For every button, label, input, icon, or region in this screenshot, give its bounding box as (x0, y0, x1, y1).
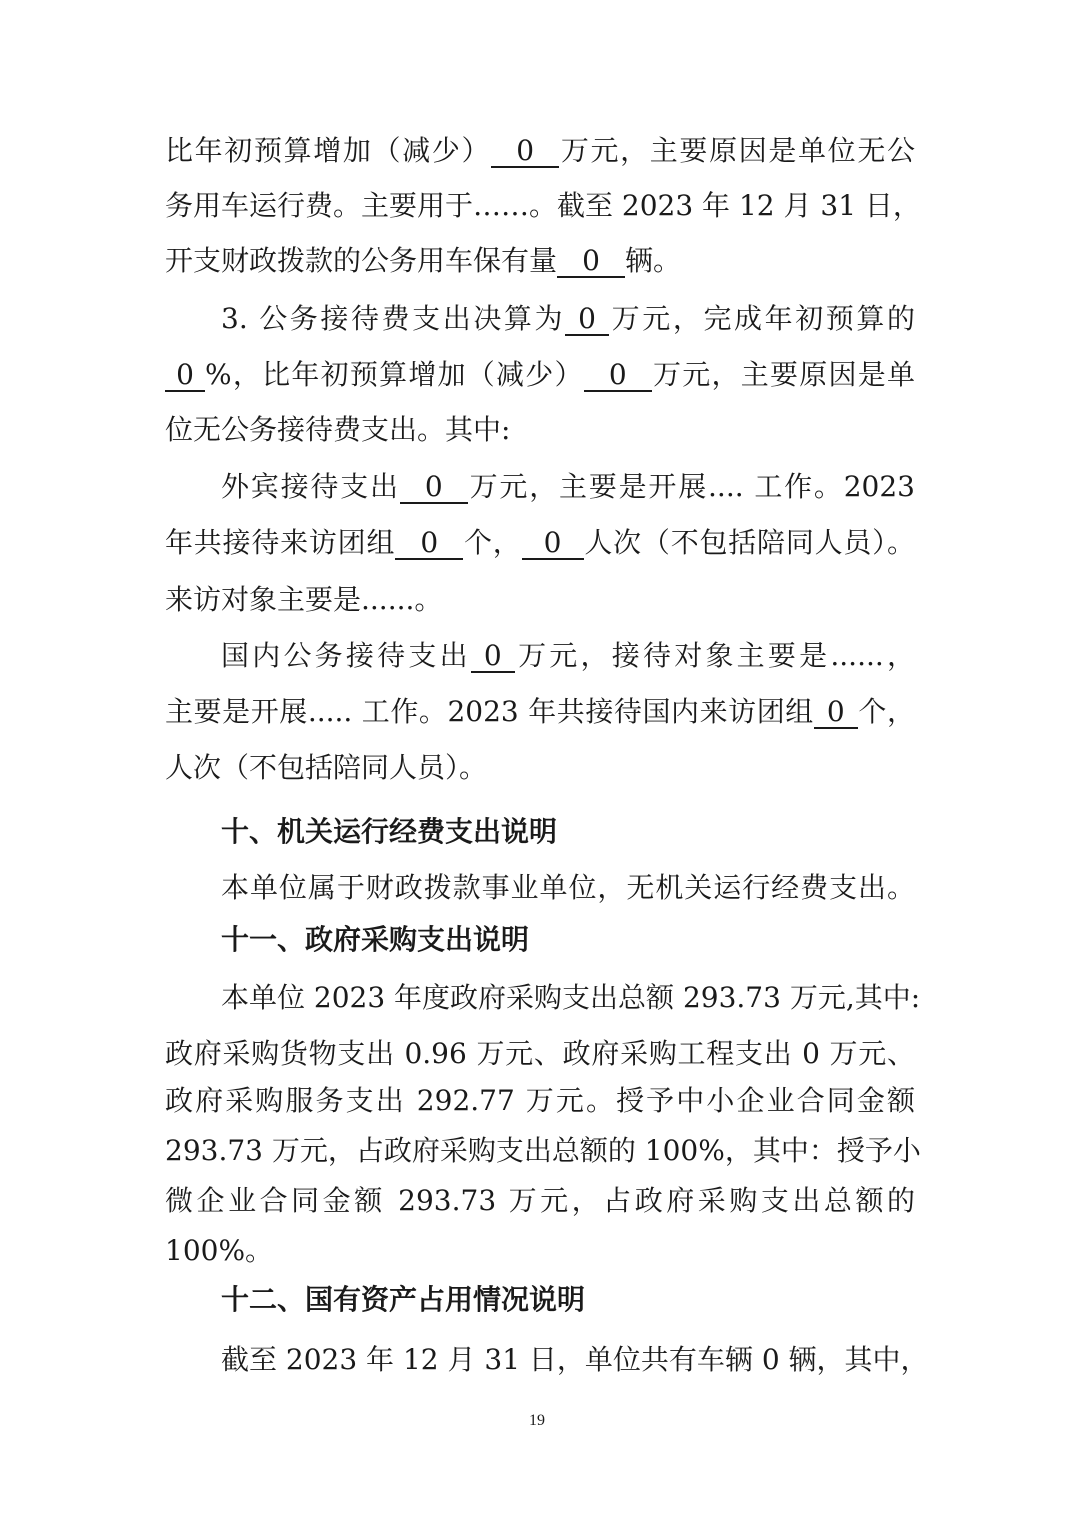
underlined-value: 0 (395, 528, 463, 560)
page-number: 19 (529, 1412, 545, 1429)
text-segment: 主要是开展..... 工作。2023 年共接待国内来访团组 (165, 695, 814, 728)
text-line: 政府采购服务支出 292.77 万元。授予中小企业合同金额 (165, 1084, 915, 1117)
text-line: 293.73 万元，占政府采购支出总额的 100%，其中：授予小 (165, 1134, 921, 1167)
underlined-value: 0 (471, 641, 515, 673)
underlined-value: 0 (584, 360, 652, 392)
text-line: 位无公务接待费支出。其中: (165, 413, 511, 446)
underlined-value: 0 (814, 697, 858, 729)
underlined-value: 0 (522, 528, 584, 560)
text-segment: 辆。 (625, 244, 682, 277)
text-segment: 万元，主要是开展.... 工作。2023 (467, 470, 915, 503)
text-segment: 万元，主要原因是单 (651, 358, 915, 391)
section-heading: 十、机关运行经费支出说明 (221, 815, 558, 848)
text-line (165, 241, 915, 281)
text-segment: 外宾接待支出 (221, 470, 400, 503)
text-segment: 万元，主要原因是单位无公 (559, 134, 915, 167)
text-segment: 个， (857, 695, 915, 728)
section-heading: 十二、国有资产占用情况说明 (221, 1283, 586, 1316)
text-line: 人次（不包括陪同人员）。 (165, 751, 488, 784)
text-line: 微企业合同金额 293.73 万元，占政府采购支出总额的 (165, 1184, 915, 1217)
text-line: 100%。 (165, 1234, 274, 1267)
text-line: 截至 2023 年 12 月 31 日，单位共有车辆 0 辆，其中， (221, 1343, 929, 1376)
text-line (221, 299, 915, 339)
underlined-value: 0 (400, 472, 468, 504)
text-line: 务用车运行费。主要用于……。截至 2023 年 12 月 31 日， (165, 189, 921, 222)
underlined-value: 0 (165, 360, 205, 392)
text-segment: 人次（不包括陪同人员）。 (583, 526, 915, 559)
text-line: 来访对象主要是......。 (165, 583, 443, 616)
text-segment: 万元，接待对象主要是......， (514, 639, 915, 672)
text-line (221, 467, 915, 507)
text-segment: 万元，完成年初预算的 (609, 302, 915, 335)
text-segment: 比年初预算增加（减少） (165, 134, 492, 167)
text-segment: 国内公务接待支出 (221, 639, 471, 672)
text-segment: 个， (463, 526, 522, 559)
text-line (165, 692, 915, 732)
text-line (165, 131, 915, 171)
text-line: 政府采购货物支出 0.96 万元、政府采购工程支出 0 万元、 (165, 1037, 915, 1070)
text-line (221, 636, 915, 676)
section-heading: 十一、政府采购支出说明 (221, 923, 530, 956)
text-line: 本单位 2023 年度政府采购支出总额 293.73 万元,其中: (221, 981, 921, 1014)
underlined-value: 0 (557, 246, 625, 278)
text-segment: %，比年初预算增加（减少） (205, 358, 584, 391)
text-line: 本单位属于财政拨款事业单位，无机关运行经费支出。 (221, 871, 915, 904)
text-segment: 年共接待来访团组 (165, 526, 396, 559)
text-segment: 3. 公务接待费支出决算为 (221, 302, 566, 335)
text-line (165, 523, 915, 563)
text-segment: 开支财政拨款的公务用车保有量 (165, 244, 558, 277)
text-line (165, 355, 915, 395)
underlined-value: 0 (565, 304, 609, 336)
underlined-value: 0 (491, 136, 559, 168)
